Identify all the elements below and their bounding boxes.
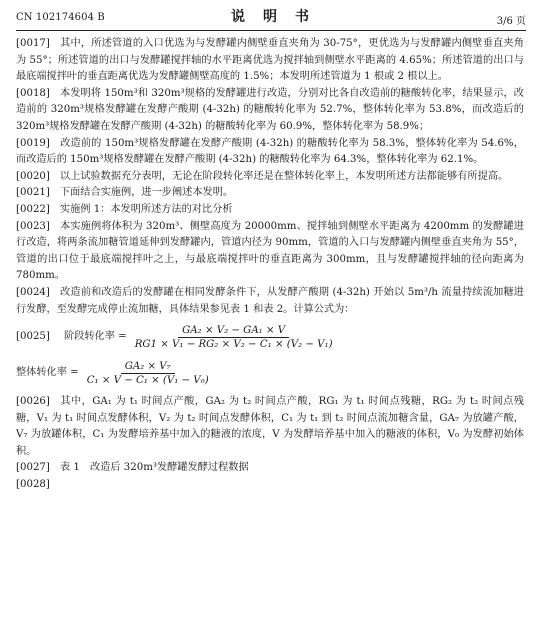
conversion-formula <box>16 322 524 392</box>
document-body <box>16 36 524 494</box>
overall-formula <box>16 360 213 387</box>
stage-denominator: RG1 × V₁ − RG₂ × V₂ − C₁ × (V₂ − V₁) <box>134 339 333 351</box>
doc-number: CN 102174604 B <box>16 12 105 23</box>
paragraph <box>16 86 524 136</box>
paragraph <box>16 36 524 86</box>
paragraph-number: [0024] <box>16 286 50 298</box>
paragraph <box>16 394 524 460</box>
paragraph-text: 本实施例将体积为 320m³、侧壁高度为 20000mm、搅拌轴到侧壁水平距离为 4200mm 的发酵罐进行改造，将两条流加糖管道延伸到发酵罐内，管道内径为 90mm，管道的入口与发酵罐内侧壁垂直夹角为 55°，管道的出口位于最底端搅拌叶之上，与最底端搅拌叶的垂直距离为 300mm，且与发酵罐搅拌轴的径向距离为 780mm。 <box>16 220 524 282</box>
stage-formula-label: 阶段转化率 = <box>64 331 127 343</box>
stage-numerator: GA₂ × V₂ − GA₁ × V <box>178 324 289 338</box>
table-caption <box>16 460 524 477</box>
paragraph <box>16 202 524 219</box>
formula-number: [0025] <box>16 331 50 343</box>
header-rule <box>16 30 526 31</box>
paragraph-number: [0019] <box>16 137 50 149</box>
paragraph-number: [0018] <box>16 87 50 99</box>
paragraph-text: 以上试验数据充分表明，无论在阶段转化率还是在整体转化率上，本发明所述方法都能够有所提高。 <box>59 170 509 182</box>
overall-fraction <box>83 360 213 387</box>
paragraph <box>16 136 524 169</box>
paragraph-number: [0020] <box>16 170 50 182</box>
paragraph <box>16 285 524 318</box>
paragraph-text: 实施例 1：本发明所述方法的对比分析 <box>59 203 233 215</box>
paragraph-text: 其中，GA₁ 为 t₁ 时间点产酸，GA₂ 为 t₂ 时间点产酸，RG₁ 为 t₁ 时间点残糖，RG₂ 为 t₂ 时间点残糖，V₁ 为 t₁ 时间点发酵体积，V₂ 为 t₂ 时间点发酵体积，C₁ 为 t₁ 到 t₂ 时间点流加糖含量，GA₇ 为放罐产酸，V₇ 为放罐体积，C₁ 为发酵培养基中加入的糖液的浓度，V 为发酵培养基中加入的糖液的体积，V₀ 为发酵初始体积。 <box>16 396 524 457</box>
paragraph-text: 本发明将 150m³和 320m³规格的发酵罐进行改造，分别对比各自改造前的糖酸转化率，结果显示，改造前的 320m³规格发酵罐在发酵产酸期 (4-32h) 的糖酸转化率为 52.7%，整体转化率为 53.8%，而改造后的 320m³规格发酵罐在发酵产酸期 (4-32h) 的糖酸转化率为 60.9%，整体转化率为 58.9%； <box>16 87 524 132</box>
paragraph-text: 改造前的 150m³规格发酵罐在发酵产酸期 (4-32h) 的糖酸转化率为 58.3%，整体转化率为 54.6%，而改造后的 150m³规格发酵罐在发酵产酸期 (4-32h) 的糖酸转化率为 64.3%，整体转化率为 62.1%。 <box>16 137 524 166</box>
paragraph-text: 表 1 改造后 320m³发酵罐发酵过程数据 <box>59 462 249 474</box>
paragraph-number: [0028] <box>16 479 50 491</box>
paragraph-text: 改造前和改造后的发酵罐在相同发酵条件下，从发酵产酸期 (4-32h) 开始以 5m³/h 流量持续流加糖进行发酵，至发酵完成停止流加糖，具体结果参见表 1 和表 2。计算公式为： <box>16 286 524 315</box>
paragraph <box>16 477 524 494</box>
paragraph-number: [0027] <box>16 462 50 474</box>
doc-type-title: 说 明 书 <box>231 9 311 25</box>
paragraph-text: 其中，所述管道的入口优选为与发酵罐内侧壁垂直夹角为 30-75°，更优选为与发酵罐内侧壁垂直夹角为 55°；所述管道的出口与发酵罐搅拌轴的水平距离优选为搅拌轴到侧壁水平距离的 4.65%；所述管道的出口与最底端搅拌叶的垂直距离优选为发酵罐侧壁高度的 1.5%；本发明所述管道为 1 根或 2 根以上。 <box>16 38 524 83</box>
paragraph-number: [0023] <box>16 220 50 232</box>
overall-formula-label: 整体转化率 = <box>16 367 79 379</box>
page-header <box>16 4 526 28</box>
paragraph-text: 下面结合实施例，进一步阐述本发明。 <box>59 187 234 199</box>
paragraph-number: [0026] <box>16 396 50 408</box>
page-number: 3/6 页 <box>496 16 526 27</box>
stage-fraction <box>131 324 337 351</box>
paragraph-number: [0022] <box>16 203 50 215</box>
paragraph-number: [0017] <box>16 38 50 49</box>
paragraph <box>16 219 524 285</box>
paragraph <box>16 169 524 186</box>
paragraph-number: [0021] <box>16 187 50 199</box>
overall-denominator: C₁ × V − C₁ × (V₁ − V₀) <box>86 375 209 387</box>
paragraph <box>16 185 524 202</box>
stage-formula <box>16 324 337 351</box>
overall-numerator: GA₂ × V₇ <box>121 360 175 374</box>
